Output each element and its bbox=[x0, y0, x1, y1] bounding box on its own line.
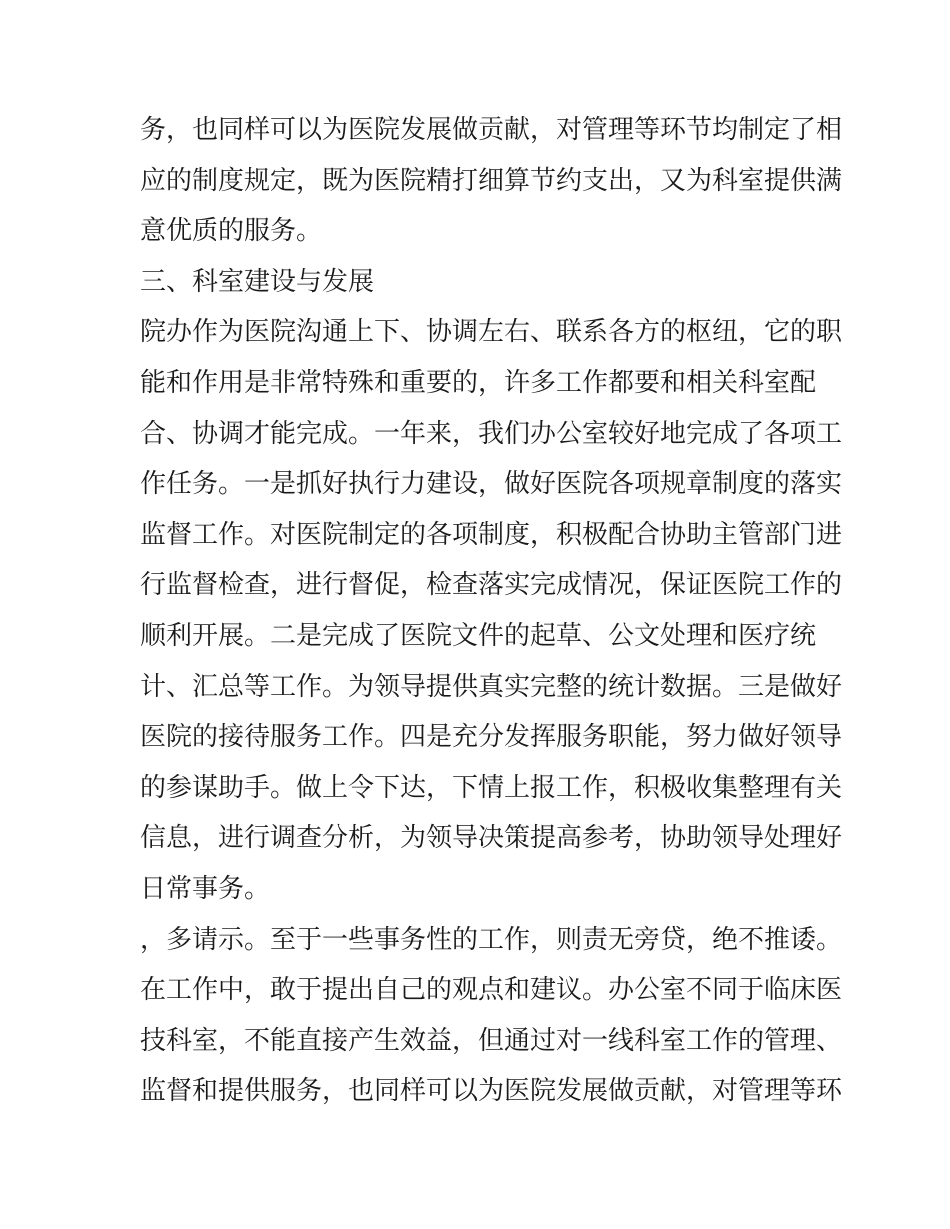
text-line: 院办作为医院沟通上下、协调左右、联系各方的枢纽，它的职 bbox=[140, 317, 843, 348]
text-line: 医院的接待服务工作。四是充分发挥服务职能，努力做好领导 bbox=[140, 722, 843, 753]
text-line: 信息，进行调查分析，为领导决策提高参考，协助领导处理好 bbox=[140, 823, 843, 854]
text-line: 计、汇总等工作。为领导提供真实完整的统计数据。三是做好 bbox=[140, 671, 843, 702]
text-line: ，多请示。至于一些事务性的工作，则责无旁贷，绝不推诿。 bbox=[140, 924, 843, 955]
text-line: 务，也同样可以为医院发展做贡献，对管理等环节均制定了相 bbox=[140, 115, 843, 145]
text-line: 合、协调才能完成。一年来，我们办公室较好地完成了各项工 bbox=[140, 418, 843, 449]
text-line: 应的制度规定，既为医院精打细算节约支出，又为科室提供满 bbox=[140, 165, 843, 196]
text-line: 技科室，不能直接产生效益，但通过对一线科室工作的管理、 bbox=[140, 1025, 843, 1056]
text-line: 日常事务。 bbox=[140, 873, 271, 904]
text-line: 监督和提供服务，也同样可以为医院发展做贡献，对管理等环 bbox=[140, 1076, 843, 1107]
section-heading: 三、科室建设与发展 bbox=[140, 266, 375, 297]
text-line: 行监督检查，进行督促，检查落实完成情况，保证医院工作的 bbox=[140, 570, 843, 601]
text-line: 在工作中，敢于提出自己的观点和建议。办公室不同于临床医 bbox=[140, 975, 843, 1006]
text-line: 监督工作。对医院制定的各项制度，积极配合协助主管部门进 bbox=[140, 519, 843, 550]
text-line: 作任务。一是抓好执行力建设，做好医院各项规章制度的落实 bbox=[140, 469, 843, 500]
text-line: 顺利开展。二是完成了医院文件的起草、公文处理和医疗统 bbox=[140, 620, 817, 651]
text-line: 意优质的服务。 bbox=[140, 216, 323, 247]
text-line: 的参谋助手。做上令下达，下情上报工作，积极收集整理有关 bbox=[140, 772, 843, 803]
text-line: 能和作用是非常特殊和重要的，许多工作都要和相关科室配 bbox=[140, 367, 817, 398]
document-body bbox=[140, 105, 843, 1117]
